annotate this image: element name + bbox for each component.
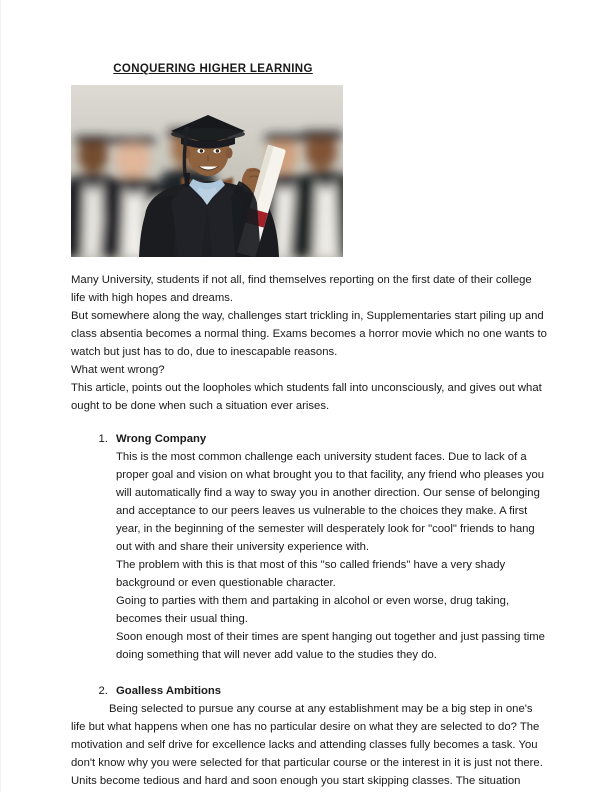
section-paragraph: This is the most common challenge each university student faces. Due to lack of a proper goal and vision on what brought you to that facility, any friend who pleases you will automatically find a way to sway you in another direction. Our sense of belonging and acceptance to our peers leaves us vulnerable to the choices they make. A first year, in the beginning of the semester will desperately look for "cool" friends to hang out with and share their university experience with. (116, 451, 545, 553)
intro-paragraphs (71, 271, 549, 415)
list-item (111, 430, 549, 664)
section-paragraph: Going to parties with them and partaking in alcohol or even worse, drug taking, becomes their usual thing. (116, 595, 510, 625)
list-item (71, 682, 549, 790)
section-body (71, 700, 549, 790)
document-content (71, 62, 549, 808)
intro-paragraph: This article, points out the loopholes which students fall into unconsciously, and gives out what ought to be done when such a situation ever arises. (71, 382, 542, 412)
section-heading: 2. Goalless Ambitions (116, 685, 222, 697)
section-paragraph: Being selected to pursue any course at any establishment may be a big step in one's life but what happens when one has no particular desire on what they are selected to do? The motivation and self drive for excellence lacks and attending classes fully becomes a task. You don't know why you were selected for that particular course or the interest in it is just not there. Units become tedious and hard and soon enough you start skipping classes. The situation (71, 703, 543, 787)
intro-paragraph: But somewhere along the way, challenges start trickling in, Supplementaries start piling up and class absentia becomes a normal thing. Exams becomes a horror movie which no one wants to watch but just has to do, due to inescapable reasons. (71, 310, 547, 358)
section-paragraph: The problem with this is that most of this "so called friends" have a very shady background or even questionable character. (116, 559, 506, 589)
page-title: CONQUERING HIGHER LEARNING (113, 63, 313, 75)
intro-paragraph: What went wrong? (71, 364, 165, 376)
section-paragraph: Soon enough most of their times are spent hanging out together and just passing time doing something that will never add value to the studies they do. (116, 631, 545, 661)
graduation-photo (71, 85, 343, 257)
sections-list (71, 430, 549, 790)
section-body (111, 448, 549, 664)
intro-paragraph: Many University, students if not all, find themselves reporting on the first date of their college life with high hopes and dreams. (71, 274, 532, 304)
section-heading: 1. Wrong Company (116, 433, 207, 445)
